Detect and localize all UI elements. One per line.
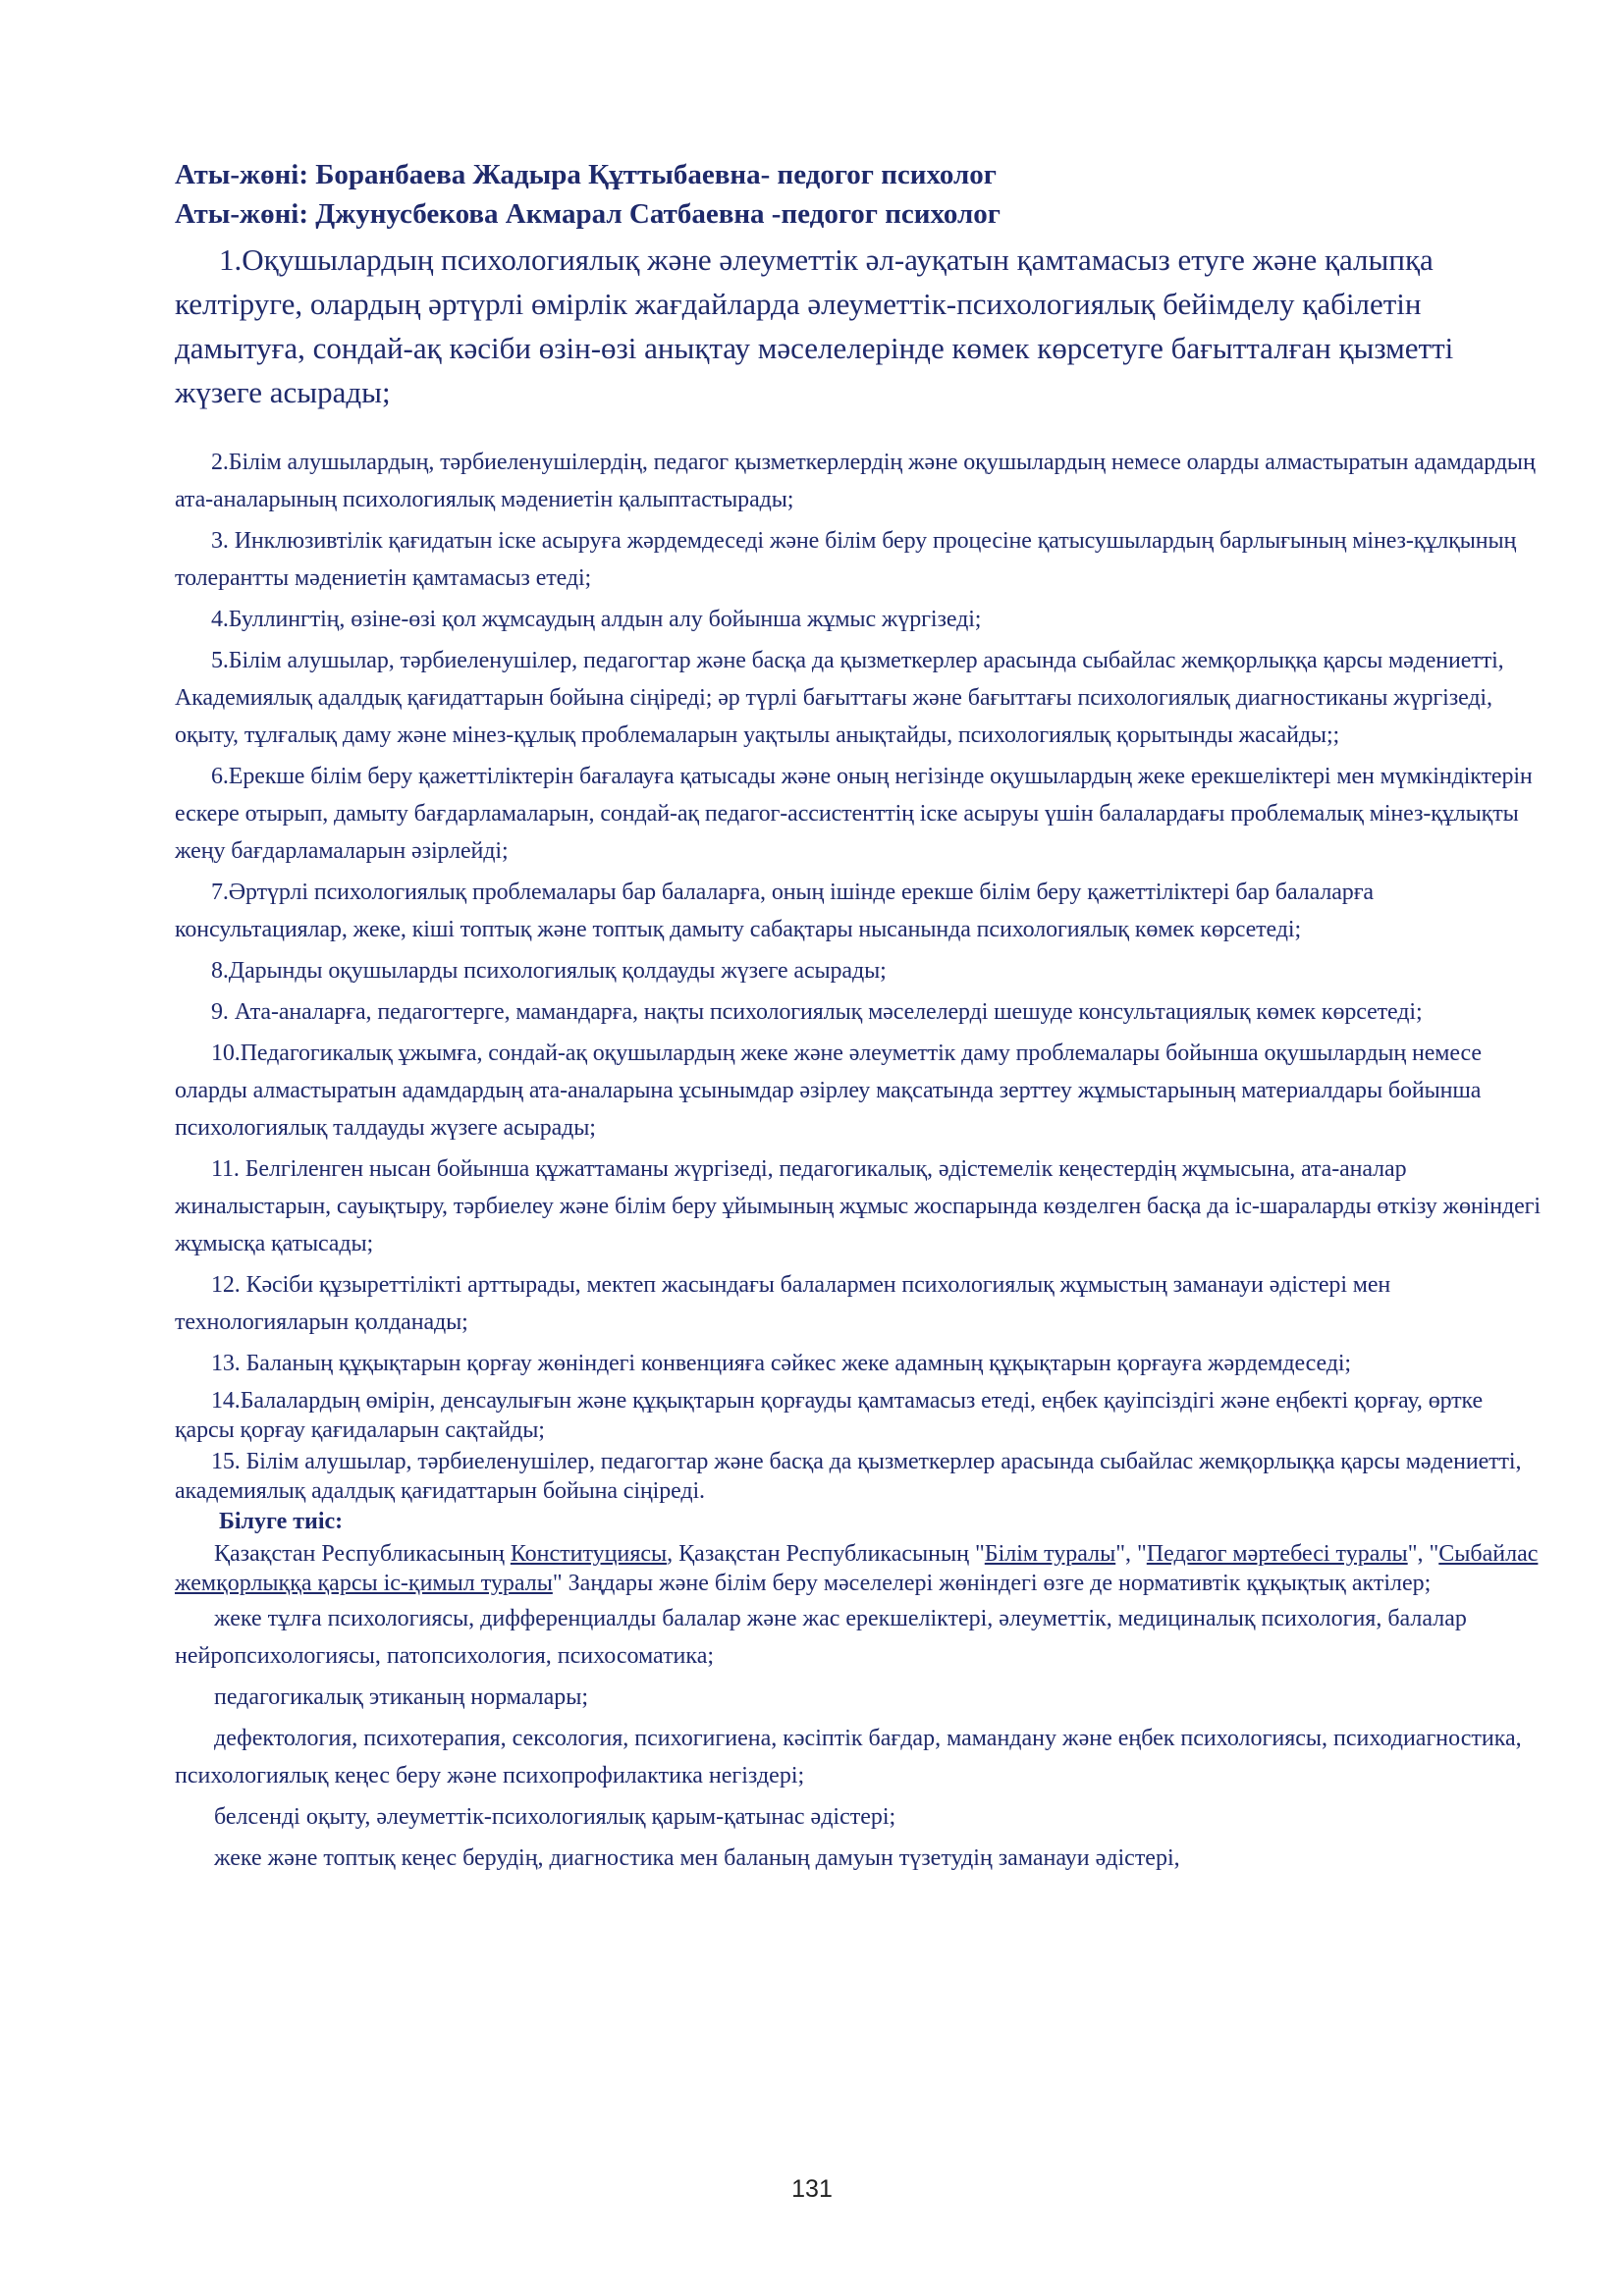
laws-text: " Заңдары және білім беру мәселелері жөніндегі өзге де нормативтік құқықтық актілер; — [552, 1571, 1432, 1596]
duty-item: 11. Белгіленген нысан бойынша құжаттаманы жүргізеді, педагогикалық, әдістемелік кеңестердің жұмысына, ата-аналар жиналыстарын, сауықтыру, тәрбиелеу және білім беру ұйымының жұмыс жоспарында көзделген басқа да іс-шараларды өткізу жөніндегі жұмысқа қатысады; — [175, 1156, 1541, 1256]
page-content — [175, 155, 1544, 1881]
knowledge-item: белсенді оқыту, әлеуметтік-психологиялық қарым-қатынас әдістері; — [214, 1804, 896, 1830]
laws-text: , Қазақстан Республикасының " — [667, 1541, 985, 1567]
duty-item: 4.Буллингтің, өзіне-өзі қол жұмсаудың алдын алу бойынша жұмыс жүргізеді; — [211, 607, 982, 632]
duty-item: 13. Баланың құқықтарын қорғау жөніндегі конвенцияға сәйкес жеке адамның құқықтарын қорғауға жәрдемдеседі; — [211, 1351, 1352, 1376]
intro-paragraph: 1.Оқушылардың психологиялық және әлеуметтік әл-ауқатын қамтамасыз етуге және қалыпқа келтіруге, олардың әртүрлі өмірлік жағдайларда әлеуметтік-психологиялық бейімделу қабілетін дамытуға, сондай-ақ кәсіби өзін-өзі анықтау мәселелерінде көмек көрсетуге бағытталған қызметті жүзеге асырады; — [175, 242, 1454, 409]
laws-text: ", " — [1407, 1541, 1439, 1567]
education-law-link[interactable]: Білім туралы — [984, 1541, 1116, 1567]
knowledge-item: жеке және топтық кеңес берудің, диагностика мен баланың дамуын түзетудің заманауи әдістері, — [214, 1845, 1180, 1871]
laws-text: Қазақстан Республикасының — [214, 1541, 511, 1567]
author-line-1: Аты-жөні: Боранбаева Жадыра Құттыбаевна- педогог психолог — [175, 159, 997, 190]
author-line-2: Аты-жөні: Джунусбекова Акмарал Сатбаевна -педогог психолог — [175, 198, 1001, 230]
duty-item: 15. Білім алушылар, тәрбиеленушілер, педагогтар және басқа да қызметкерлер арасында сыбайлас жемқорлыққа қарсы мәдениетті, академиялық адалдық қағидаттарын бойына сіңіреді. — [175, 1449, 1522, 1504]
duty-item: 12. Кәсіби құзыреттілікті арттырады, мектеп жасындағы балалармен психологиялық жұмыстың заманауи әдістері мен технологияларын қолданады; — [175, 1272, 1391, 1335]
laws-paragraph — [175, 1539, 1544, 1598]
duty-item: 3. Инклюзивтілік қағидатын іске асыруға жәрдемдеседі және білім беру процесіне қатысушылардың барлығының мінез-құлқының толерантты мәдениетін қамтамасыз етеді; — [175, 528, 1517, 591]
knowledge-item: дефектология, психотерапия, сексология, психогигиена, кәсіптік бағдар, мамандану және еңбек психологиясы, психодиагностика, психологиялық кеңес беру және психопрофилактика негіздері; — [175, 1726, 1522, 1789]
duty-item: 7.Әртүрлі психологиялық проблемалары бар балаларға, оның ішінде ерекше білім беру қажеттіліктері бар балаларға консультациялар, жеке, кіші топтық және топтық дамыту сабақтары нысанында психологиялық көмек көрсетеді; — [175, 880, 1374, 942]
duty-item: 14.Балалардың өмірін, денсаулығын және құқықтарын қорғауды қамтамасыз етеді, еңбек қауіпсіздігі және еңбекті қорғау, өртке қарсы қорғау қағидаларын сақтайды; — [175, 1388, 1484, 1443]
teacher-status-law-link[interactable]: Педагог мәртебесі туралы — [1146, 1541, 1408, 1567]
laws-text: ", " — [1115, 1541, 1147, 1567]
duty-item: 6.Ерекше білім беру қажеттіліктерін бағалауға қатысады және оның негізінде оқушылардың жеке ерекшеліктері мен мүмкіндіктерін ескере отырып, дамыту бағдарламаларын, сондай-ақ педагог-ассистенттің іске асыруы үшін балалардағы проблемалық мінез-құлықты жеңу бағдарламаларын әзірлейді; — [175, 764, 1533, 864]
knowledge-title: Білуге тиіс: — [219, 1509, 344, 1534]
constitution-link[interactable]: Конституциясы — [510, 1541, 668, 1567]
duty-item: 5.Білім алушылар, тәрбиеленушілер, педагогтар және басқа да қызметкерлер арасында сыбайлас жемқорлыққа қарсы мәдениетті, Академиялық адалдық қағидаттарын бойына сіңіреді; әр түрлі бағыттағы және бағыттағы психологиялық диагностиканы жүргізеді, оқыту, тұлғалық даму және мінез-құлық проблемаларын уақтылы анықтайды, психологиялық қорытынды жасайды;; — [175, 648, 1504, 748]
duty-item: 9. Ата-аналарға, педагогтерге, мамандарға, нақты психологиялық мәселелерді шешуде консультациялық көмек көрсетеді; — [211, 999, 1423, 1025]
duty-item: 10.Педагогикалық ұжымға, сондай-ақ оқушылардың жеке және әлеуметтік даму проблемалары бойынша оқушылардың немесе оларды алмастыратын адамдардың ата-аналарына ұсынымдар әзірлеу мақсатында зерттеу жұмыстарының материалдары бойынша психологиялық талдауды жүзеге асырады; — [175, 1041, 1482, 1141]
page-number: 131 — [791, 2175, 833, 2203]
duties-list — [175, 444, 1544, 1506]
knowledge-item: педагогикалық этиканың нормалары; — [214, 1684, 589, 1710]
knowledge-item: жеке тұлға психологиясы, дифференциалды балалар және жас ерекшеліктері, әлеуметтік, медициналық психология, балалар нейропсихологиясы, патопсихология, психосоматика; — [175, 1606, 1467, 1669]
duty-item: 8.Дарынды оқушыларды психологиялық қолдауды жүзеге асырады; — [211, 958, 887, 984]
duty-item: 2.Білім алушылардың, тәрбиеленушілердің, педагог қызметкерлердің және оқушылардың немесе оларды алмастыратын адамдардың ата-аналарының психологиялық мәдениетін қалыптастырады; — [175, 450, 1536, 512]
anti-corruption-law-link[interactable]: Сыбайлас жемқорлыққа қарсы іс-қимыл туралы — [175, 1541, 1539, 1596]
